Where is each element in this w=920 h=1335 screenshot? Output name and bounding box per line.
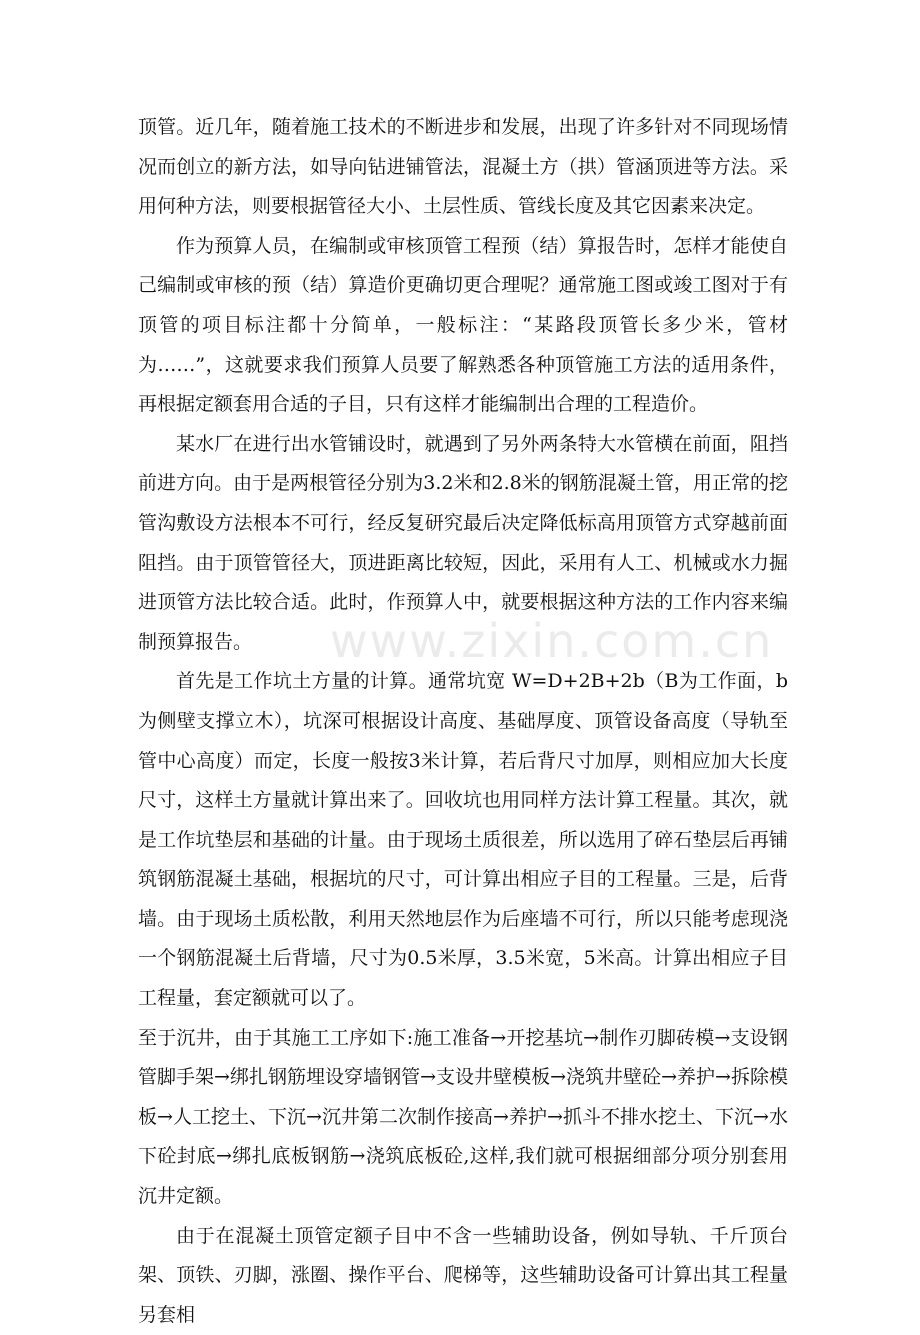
paragraph-1: 顶管。近几年，随着施工技术的不断进步和发展，出现了许多针对不同现场情况而创立的新方法，如导向钻进铺管法，混凝土方（拱）管涵顶进等方法。采用何种方法，则要根据管径大小、土层性质、管线长度及其它因素来决定。 <box>138 116 788 218</box>
watermark: www.zixin.com.cn <box>330 614 774 668</box>
paragraph-4: 首先是工作坑土方量的计算。通常坑宽 W=D+2B+2b（B为工作面，b为侧壁支撑立木），坑深可根据设计高度、基础厚度、顶管设备高度（导轨至管中心高度）而定，长度一般按3米计算，若后背尺寸加厚，则相应加大长度尺寸，这样土方量就计算出来了。回收坑也用同样方法计算工程量。其次，就是工作坑垫层和基础的计量。由于现场土质很差，所以选用了碎石垫层后再铺筑钢筋混凝土基础，根据坑的尺寸，可计算出相应子目的工程量。三是，后背墙。由于现场土质松散，利用天然地层作为后座墙不可行，所以只能考虑现浇一个钢筋混凝土后背墙，尺寸为0.5米厚，3.5米宽，5米高。计算出相应子目工程量，套定额就可以了。 <box>138 670 788 1010</box>
document-body <box>138 108 788 1335</box>
paragraph-2: 作为预算人员，在编制或审核顶管工程预（结）算报告时，怎样才能使自己编制或审核的预（结）算造价更确切更合理呢？通常施工图或竣工图对于有顶管的项目标注都十分简单，一般标注：“某路段顶管长多少米，管材为……”，这就要求我们预算人员要了解熟悉各种顶管施工方法的适用条件，再根据定额套用合适的子目，只有这样才能编制出合理的工程造价。 <box>138 234 788 416</box>
paragraph-3: 某水厂在进行出水管铺设时，就遇到了另外两条特大水管横在前面，阻挡前进方向。由于是两根管径分别为3.2米和2.8米的钢筋混凝土管，用正常的挖管沟敷设方法根本不可行，经反复研究最后决定降低标高用顶管方式穿越前面阻挡。由于顶管管径大，顶进距离比较短，因此，采用有人工、机械或水力掘进顶管方法比较合适。此时，作预算人中，就要根据这种方法的工作内容来编制预算报告。 <box>138 432 788 653</box>
paragraph-6: 由于在混凝土顶管定额子目中不含一些辅助设备，例如导轨、千斤顶台架、顶铁、刃脚，涨圈、操作平台、爬梯等，这些辅助设备可计算出其工程量另套相 <box>138 1224 788 1326</box>
paragraph-5: 至于沉井，由于其施工工序如下:施工准备→开挖基坑→制作刃脚砖模→支设钢管脚手架→绑扎钢筋埋设穿墙钢管→支设井壁模板→浇筑井壁砼→养护→拆除模板→人工挖土、下沉→沉井第二次制作接高→养护→抓斗不排水挖土、下沉→水下砼封底→绑扎底板钢筋→浇筑底板砼,这样,我们就可根据细部分项分别套用沉井定额。 <box>138 1026 788 1208</box>
